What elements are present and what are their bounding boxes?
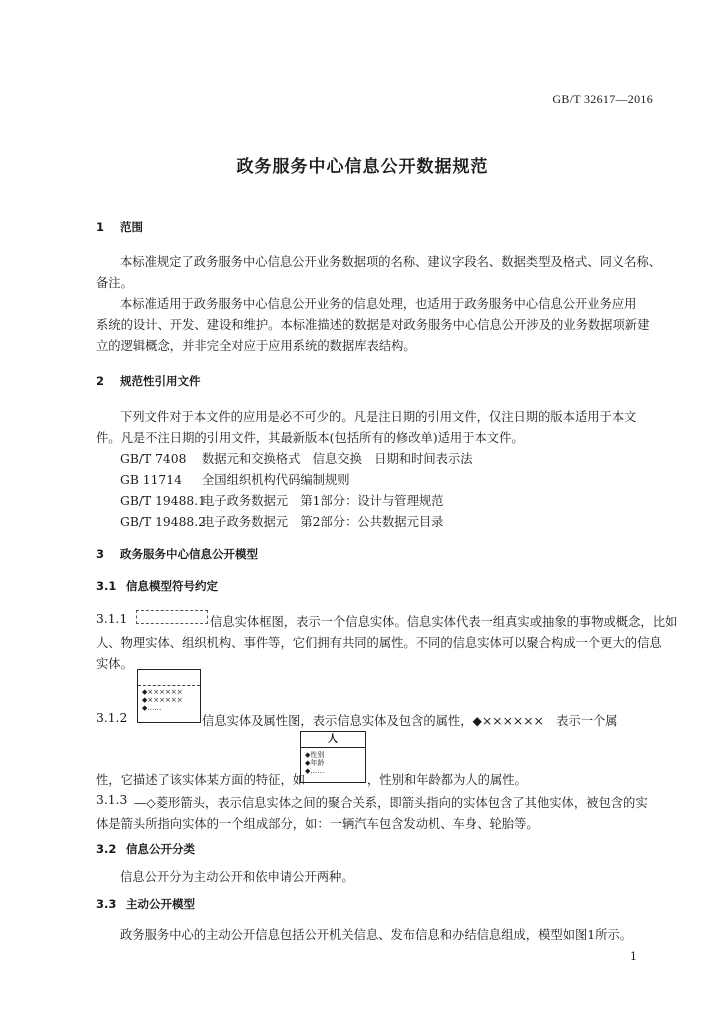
section-1-number: 1 <box>96 220 105 234</box>
person-entity-title: 人 <box>301 732 365 748</box>
subsection-3-1-title: 信息模型符号约定 <box>126 579 218 593</box>
subsection-3-2-text: 信息公开分为主动公开和依申请公开两种。 <box>120 870 354 884</box>
entity-header <box>138 670 200 686</box>
sec1-p1-line1: 本标准规定了政务服务中心信息公开业务数据项的名称、建议字段名、数据类型及格式、同义名称、 <box>120 255 662 269</box>
section-2-number: 2 <box>96 374 105 388</box>
attribute-row: ◆…… <box>142 704 162 712</box>
sec1-p1-line2: 备注。 <box>96 276 133 290</box>
standard-number: GB/T 32617—2016 <box>552 92 653 106</box>
attribute-row: ◆年龄 <box>305 759 325 767</box>
sec1-p2-line3: 立的逻辑概念，并非完全对应于应用系统的数据库表结构。 <box>96 339 416 353</box>
reference-name: 电子政务数据元 第1部分：设计与管理规范 <box>202 494 444 508</box>
reference-item <box>120 491 443 509</box>
person-attribute-diagram <box>300 731 366 783</box>
attribute-row: ◆×××××× <box>142 696 183 704</box>
sec1-p2-line2: 系统的设计、开发、建设和维护。本标准描述的数据是对政务服务中心信息公开涉及的业务数据项新建 <box>96 318 650 332</box>
sec1-p2-line1: 本标准适用于政务服务中心信息公开业务的信息处理，也适用于政务服务中心信息公开业务应用 <box>120 297 637 311</box>
reference-code: GB/T 19488.1 <box>120 494 206 508</box>
reference-item <box>120 449 473 467</box>
attribute-row: ◆×××××× <box>142 688 183 696</box>
section-3-title: 政务服务中心信息公开模型 <box>120 547 258 561</box>
section-2-heading <box>96 373 201 389</box>
clause-3-1-2-line2a: 性，它描述了该实体某方面的特征，如 <box>96 773 306 787</box>
reference-item <box>120 512 443 530</box>
reference-code: GB/T 19488.2 <box>120 515 206 529</box>
section-3-number: 3 <box>96 547 105 561</box>
page-number: 1 <box>630 950 637 963</box>
reference-name: 电子政务数据元 第2部分：公共数据元目录 <box>202 515 444 529</box>
clause-3-1-2-number: 3.1.2 <box>96 711 128 725</box>
entity-attribute-diagram <box>137 669 201 723</box>
attribute-row: ◆…… <box>305 767 325 775</box>
clause-3-1-1-number: 3.1.1 <box>96 612 128 626</box>
reference-name: 全国组织机构代码编制规则 <box>202 473 350 487</box>
subsection-3-2-heading <box>96 841 195 857</box>
section-1-heading <box>96 219 143 235</box>
subsection-3-3-text: 政务服务中心的主动公开信息包括公开机关信息、发布信息和办结信息组成，模型如图1所示。 <box>120 928 632 942</box>
subsection-3-1-number: 3.1 <box>96 579 117 593</box>
clause-3-1-1-line1: 信息实体框图，表示一个信息实体。信息实体代表一组真实或抽象的事物或概念，比如 <box>210 615 678 629</box>
clause-3-1-1-line3: 实体。 <box>96 657 133 671</box>
sec2-p1-line1: 下列文件对于本文件的应用是必不可少的。凡是注日期的引用文件，仅注日期的版本适用于本文 <box>120 410 637 424</box>
subsection-3-3-title: 主动公开模型 <box>126 897 195 911</box>
section-1-title: 范围 <box>120 220 143 234</box>
clause-3-1-3-number: 3.1.3 <box>96 793 128 807</box>
reference-code: GB/T 7408 <box>120 452 187 466</box>
subsection-3-2-number: 3.2 <box>96 842 117 856</box>
clause-3-1-3-line1: —◇菱形箭头，表示信息实体之间的聚合关系，即箭头指向的实体包含了其他实体，被包含的实 <box>134 796 648 810</box>
subsection-3-1-heading <box>96 578 218 594</box>
reference-item <box>120 470 350 488</box>
subsection-3-3-number: 3.3 <box>96 897 117 911</box>
subsection-3-2-title: 信息公开分类 <box>126 842 195 856</box>
section-3-heading <box>96 546 258 562</box>
clause-3-1-2-line2b: ，性别和年龄都为人的属性。 <box>367 773 527 787</box>
attribute-row: ◆性别 <box>305 751 325 759</box>
subsection-3-3-heading <box>96 896 195 912</box>
document-title: 政务服务中心信息公开数据规范 <box>236 157 489 177</box>
entity-box-icon <box>136 610 208 624</box>
sec2-p1-line2: 件。凡是不注日期的引用文件，其最新版本(包括所有的修改单)适用于本文件。 <box>96 431 524 445</box>
clause-3-1-1-line2: 人、物理实体、组织机构、事件等，它们拥有共同的属性。不同的信息实体可以聚合构成一个更大的信息 <box>96 636 662 650</box>
reference-code: GB 11714 <box>120 473 182 487</box>
section-2-title: 规范性引用文件 <box>120 374 201 388</box>
reference-name: 数据元和交换格式 信息交换 日期和时间表示法 <box>202 452 473 466</box>
clause-3-1-2-line1: 信息实体及属性图，表示信息实体及包含的属性，◆×××××× 表示一个属 <box>202 714 618 728</box>
clause-3-1-3-line2: 体是箭头所指向实体的一个组成部分，如：一辆汽车包含发动机、车身、轮胎等。 <box>96 817 539 831</box>
